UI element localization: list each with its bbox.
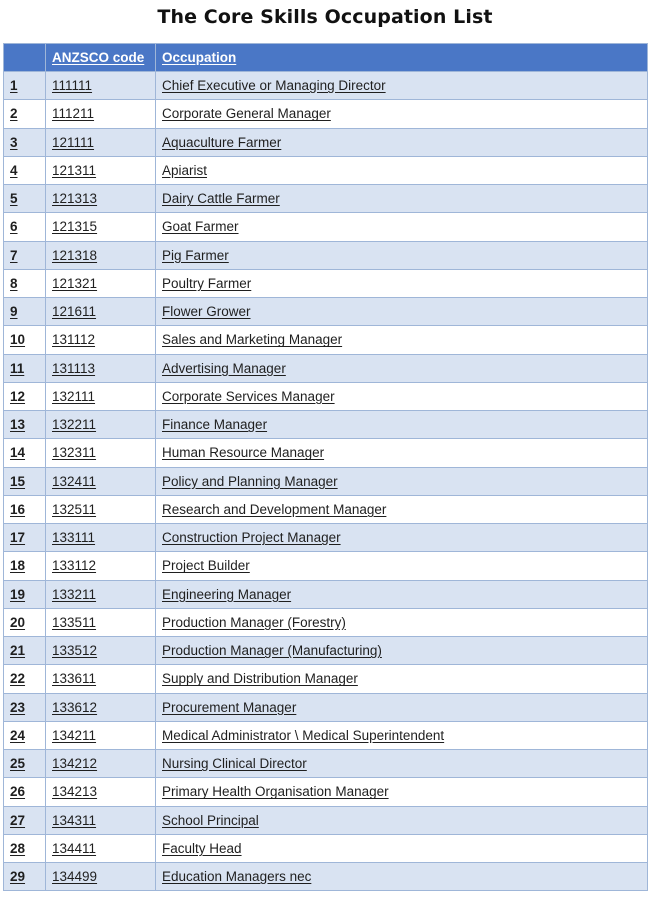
- occupation-link-cell: [156, 72, 648, 100]
- anzsco-code-link[interactable]: 133611: [52, 671, 97, 687]
- row-number[interactable]: 3: [10, 134, 18, 150]
- row-number[interactable]: 13: [10, 417, 26, 433]
- occupation-link-cell: [156, 608, 648, 636]
- table-row: [4, 100, 648, 128]
- row-number-cell: [4, 806, 46, 834]
- anzsco-code-link-cell: [46, 693, 156, 721]
- anzsco-code-link[interactable]: 132111: [52, 388, 96, 404]
- table-row: [4, 721, 648, 749]
- row-number[interactable]: 19: [10, 586, 26, 602]
- occupation-link-cell: [156, 354, 648, 382]
- row-number[interactable]: 16: [10, 501, 26, 517]
- occupation-link[interactable]: Flower Grower: [162, 304, 251, 320]
- anzsco-code-link[interactable]: 133112: [52, 558, 97, 574]
- row-number-cell: [4, 580, 46, 608]
- occupation-link-cell: [156, 298, 648, 326]
- anzsco-code-link-cell: [46, 665, 156, 693]
- table-row: [4, 269, 648, 297]
- occupation-link-cell: [156, 834, 648, 862]
- row-number[interactable]: 9: [10, 304, 18, 320]
- row-number-cell: [4, 834, 46, 862]
- row-number[interactable]: 5: [10, 191, 18, 207]
- occupation-table: [3, 43, 648, 891]
- row-number-cell: [4, 552, 46, 580]
- row-number[interactable]: 26: [10, 784, 26, 800]
- anzsco-code-link[interactable]: 132211: [52, 417, 97, 433]
- table-row: [4, 552, 648, 580]
- row-number-cell: [4, 524, 46, 552]
- row-number[interactable]: 14: [10, 445, 26, 461]
- table-row: [4, 185, 648, 213]
- row-number[interactable]: 24: [10, 727, 26, 743]
- anzsco-code-link-cell: [46, 750, 156, 778]
- row-number-cell: [4, 72, 46, 100]
- row-number-cell: [4, 326, 46, 354]
- row-number[interactable]: 23: [10, 699, 26, 715]
- occupation-link[interactable]: Supply and Distribution Manager: [162, 671, 358, 687]
- anzsco-code-link-cell: [46, 721, 156, 749]
- occupation-link-cell: [156, 806, 648, 834]
- anzsco-code-link[interactable]: 121321: [52, 275, 98, 291]
- occupation-link[interactable]: Dairy Cattle Farmer: [162, 191, 280, 207]
- anzsco-code-link[interactable]: 121313: [52, 191, 98, 207]
- occupation-link[interactable]: Construction Project Manager: [162, 530, 341, 546]
- row-number-cell: [4, 608, 46, 636]
- occupation-link-cell: [156, 637, 648, 665]
- row-number[interactable]: 28: [10, 840, 26, 856]
- occupation-link[interactable]: Corporate General Manager: [162, 106, 331, 122]
- occupation-link-cell: [156, 524, 648, 552]
- occupation-link[interactable]: Corporate Services Manager: [162, 388, 335, 404]
- anzsco-code-link[interactable]: 131112: [52, 332, 96, 348]
- row-number[interactable]: 22: [10, 671, 26, 687]
- occupation-link-cell: [156, 156, 648, 184]
- anzsco-code-link[interactable]: 134499: [52, 869, 98, 885]
- occupation-link-cell: [156, 128, 648, 156]
- row-number[interactable]: 8: [10, 275, 18, 291]
- row-number[interactable]: 15: [10, 473, 26, 489]
- occupation-table-container: [3, 43, 647, 891]
- row-number[interactable]: 4: [10, 162, 18, 178]
- occupation-link[interactable]: Policy and Planning Manager: [162, 473, 338, 489]
- anzsco-code-link-cell: [46, 72, 156, 100]
- row-number-cell: [4, 863, 46, 891]
- row-number[interactable]: 18: [10, 558, 26, 574]
- anzsco-code-link-cell: [46, 298, 156, 326]
- anzsco-code-link[interactable]: 133111: [52, 530, 96, 546]
- header-number: [4, 44, 46, 72]
- occupation-link[interactable]: Project Builder: [162, 558, 250, 574]
- anzsco-code-link-cell: [46, 552, 156, 580]
- row-number[interactable]: 11: [10, 360, 25, 376]
- table-row: [4, 241, 648, 269]
- anzsco-code-link-cell: [46, 241, 156, 269]
- page-title: The Core Skills Occupation List: [157, 6, 493, 28]
- row-number[interactable]: 7: [10, 247, 18, 263]
- row-number-cell: [4, 665, 46, 693]
- row-number-cell: [4, 298, 46, 326]
- anzsco-code-link-cell: [46, 100, 156, 128]
- table-row: [4, 411, 648, 439]
- occupation-link[interactable]: School Principal: [162, 812, 259, 828]
- anzsco-code-link-cell: [46, 834, 156, 862]
- row-number[interactable]: 1: [10, 78, 18, 94]
- row-number[interactable]: 17: [10, 530, 26, 546]
- anzsco-code-link[interactable]: 131113: [52, 360, 96, 376]
- row-number-cell: [4, 778, 46, 806]
- table-row: [4, 524, 648, 552]
- occupation-link[interactable]: Human Resource Manager: [162, 445, 325, 461]
- occupation-link-cell: [156, 467, 648, 495]
- anzsco-code-link[interactable]: 134311: [52, 812, 97, 828]
- occupation-link-cell: [156, 580, 648, 608]
- table-row: [4, 580, 648, 608]
- occupation-link-cell: [156, 693, 648, 721]
- anzsco-code-link[interactable]: 121111: [52, 134, 95, 150]
- row-number-cell: [4, 128, 46, 156]
- anzsco-code-link[interactable]: 121311: [52, 162, 97, 178]
- row-number[interactable]: 2: [10, 106, 18, 122]
- occupation-link-cell: [156, 721, 648, 749]
- anzsco-code-link-cell: [46, 637, 156, 665]
- header-anzsco-code[interactable]: ANZSCO code: [46, 44, 156, 72]
- occupation-link-cell: [156, 863, 648, 891]
- row-number[interactable]: 21: [10, 643, 26, 659]
- anzsco-code-link[interactable]: 111211: [52, 106, 95, 122]
- row-number-cell: [4, 439, 46, 467]
- anzsco-code-link[interactable]: 134212: [52, 756, 98, 772]
- row-number[interactable]: 10: [10, 332, 26, 348]
- anzsco-code-link-cell: [46, 608, 156, 636]
- anzsco-code-link[interactable]: 121611: [52, 304, 97, 320]
- anzsco-code-link[interactable]: 132311: [52, 445, 97, 461]
- occupation-link-cell: [156, 495, 648, 523]
- table-row: [4, 637, 648, 665]
- occupation-link-cell: [156, 750, 648, 778]
- row-number-cell: [4, 185, 46, 213]
- anzsco-code-link[interactable]: 132511: [52, 501, 97, 517]
- occupation-link[interactable]: Finance Manager: [162, 417, 268, 433]
- anzsco-code-link-cell: [46, 580, 156, 608]
- header-occupation[interactable]: Occupation: [156, 44, 648, 72]
- row-number-cell: [4, 382, 46, 410]
- row-number-cell: [4, 213, 46, 241]
- anzsco-code-link[interactable]: 132411: [52, 473, 97, 489]
- anzsco-code-link-cell: [46, 382, 156, 410]
- occupation-link-cell: [156, 778, 648, 806]
- occupation-link[interactable]: Advertising Manager: [162, 360, 286, 376]
- occupation-link[interactable]: Nursing Clinical Director: [162, 756, 307, 772]
- occupation-link[interactable]: Goat Farmer: [162, 219, 239, 235]
- table-row: [4, 128, 648, 156]
- occupation-link-cell: [156, 100, 648, 128]
- table-row: [4, 834, 648, 862]
- occupation-link[interactable]: Sales and Marketing Manager: [162, 332, 343, 348]
- row-number-cell: [4, 693, 46, 721]
- anzsco-code-link-cell: [46, 213, 156, 241]
- anzsco-code-link[interactable]: 121315: [52, 219, 98, 235]
- occupation-link[interactable]: Research and Development Manager: [162, 501, 387, 517]
- occupation-link[interactable]: Medical Administrator \ Medical Superintendent: [162, 727, 445, 743]
- anzsco-code-link[interactable]: 133512: [52, 643, 98, 659]
- row-number[interactable]: 27: [10, 812, 26, 828]
- row-number-cell: [4, 241, 46, 269]
- occupation-link[interactable]: Education Managers nec: [162, 869, 312, 885]
- table-row: [4, 863, 648, 891]
- table-row: [4, 750, 648, 778]
- table-row: [4, 382, 648, 410]
- anzsco-code-link[interactable]: 134213: [52, 784, 98, 800]
- table-row: [4, 665, 648, 693]
- anzsco-code-link[interactable]: 133511: [52, 614, 97, 630]
- anzsco-code-link-cell: [46, 806, 156, 834]
- anzsco-code-link[interactable]: 133211: [52, 586, 97, 602]
- table-body: [4, 72, 648, 891]
- anzsco-code-link-cell: [46, 269, 156, 297]
- anzsco-code-link-cell: [46, 128, 156, 156]
- table-header-row: [4, 44, 648, 72]
- anzsco-code-link-cell: [46, 863, 156, 891]
- row-number-cell: [4, 411, 46, 439]
- occupation-link[interactable]: Faculty Head: [162, 840, 242, 856]
- table-row: [4, 608, 648, 636]
- anzsco-code-link-cell: [46, 156, 156, 184]
- table-row: [4, 778, 648, 806]
- anzsco-code-link[interactable]: 134411: [52, 840, 97, 856]
- table-row: [4, 72, 648, 100]
- table-row: [4, 326, 648, 354]
- table-row: [4, 693, 648, 721]
- table-row: [4, 213, 648, 241]
- anzsco-code-link[interactable]: 134211: [52, 727, 97, 743]
- row-number[interactable]: 29: [10, 869, 26, 885]
- row-number-cell: [4, 467, 46, 495]
- occupation-link-cell: [156, 213, 648, 241]
- anzsco-code-link-cell: [46, 778, 156, 806]
- anzsco-code-link-cell: [46, 354, 156, 382]
- occupation-link-cell: [156, 665, 648, 693]
- occupation-link[interactable]: Production Manager (Forestry): [162, 614, 346, 630]
- row-number[interactable]: 20: [10, 614, 26, 630]
- occupation-link[interactable]: Production Manager (Manufacturing): [162, 643, 382, 659]
- occupation-link[interactable]: Apiarist: [162, 162, 208, 178]
- row-number-cell: [4, 100, 46, 128]
- row-number[interactable]: 25: [10, 756, 26, 772]
- occupation-link-cell: [156, 326, 648, 354]
- occupation-link-cell: [156, 185, 648, 213]
- anzsco-code-link-cell: [46, 326, 156, 354]
- anzsco-code-link-cell: [46, 439, 156, 467]
- occupation-link[interactable]: Aquaculture Farmer: [162, 134, 282, 150]
- table-row: [4, 439, 648, 467]
- row-number-cell: [4, 156, 46, 184]
- occupation-link[interactable]: Engineering Manager: [162, 586, 292, 602]
- occupation-link[interactable]: Poultry Farmer: [162, 275, 252, 291]
- anzsco-code-link[interactable]: 121318: [52, 247, 98, 263]
- occupation-link-cell: [156, 552, 648, 580]
- table-row: [4, 298, 648, 326]
- occupation-link[interactable]: Chief Executive or Managing Director: [162, 78, 386, 94]
- anzsco-code-link-cell: [46, 467, 156, 495]
- anzsco-code-link-cell: [46, 495, 156, 523]
- row-number-cell: [4, 269, 46, 297]
- row-number[interactable]: 12: [10, 388, 26, 404]
- occupation-link[interactable]: Pig Farmer: [162, 247, 229, 263]
- occupation-link[interactable]: Procurement Manager: [162, 699, 297, 715]
- row-number-cell: [4, 637, 46, 665]
- row-number-cell: [4, 354, 46, 382]
- row-number-cell: [4, 750, 46, 778]
- row-number-cell: [4, 721, 46, 749]
- row-number-cell: [4, 495, 46, 523]
- table-row: [4, 806, 648, 834]
- table-row: [4, 156, 648, 184]
- table-row: [4, 354, 648, 382]
- occupation-link[interactable]: Primary Health Organisation Manager: [162, 784, 389, 800]
- anzsco-code-link[interactable]: 133612: [52, 699, 98, 715]
- row-number[interactable]: 6: [10, 219, 18, 235]
- anzsco-code-link-cell: [46, 185, 156, 213]
- anzsco-code-link[interactable]: 111111: [52, 78, 93, 94]
- occupation-link-cell: [156, 241, 648, 269]
- table-row: [4, 467, 648, 495]
- occupation-link-cell: [156, 439, 648, 467]
- occupation-link-cell: [156, 382, 648, 410]
- occupation-link-cell: [156, 269, 648, 297]
- anzsco-code-link-cell: [46, 524, 156, 552]
- table-row: [4, 495, 648, 523]
- anzsco-code-link-cell: [46, 411, 156, 439]
- occupation-link-cell: [156, 411, 648, 439]
